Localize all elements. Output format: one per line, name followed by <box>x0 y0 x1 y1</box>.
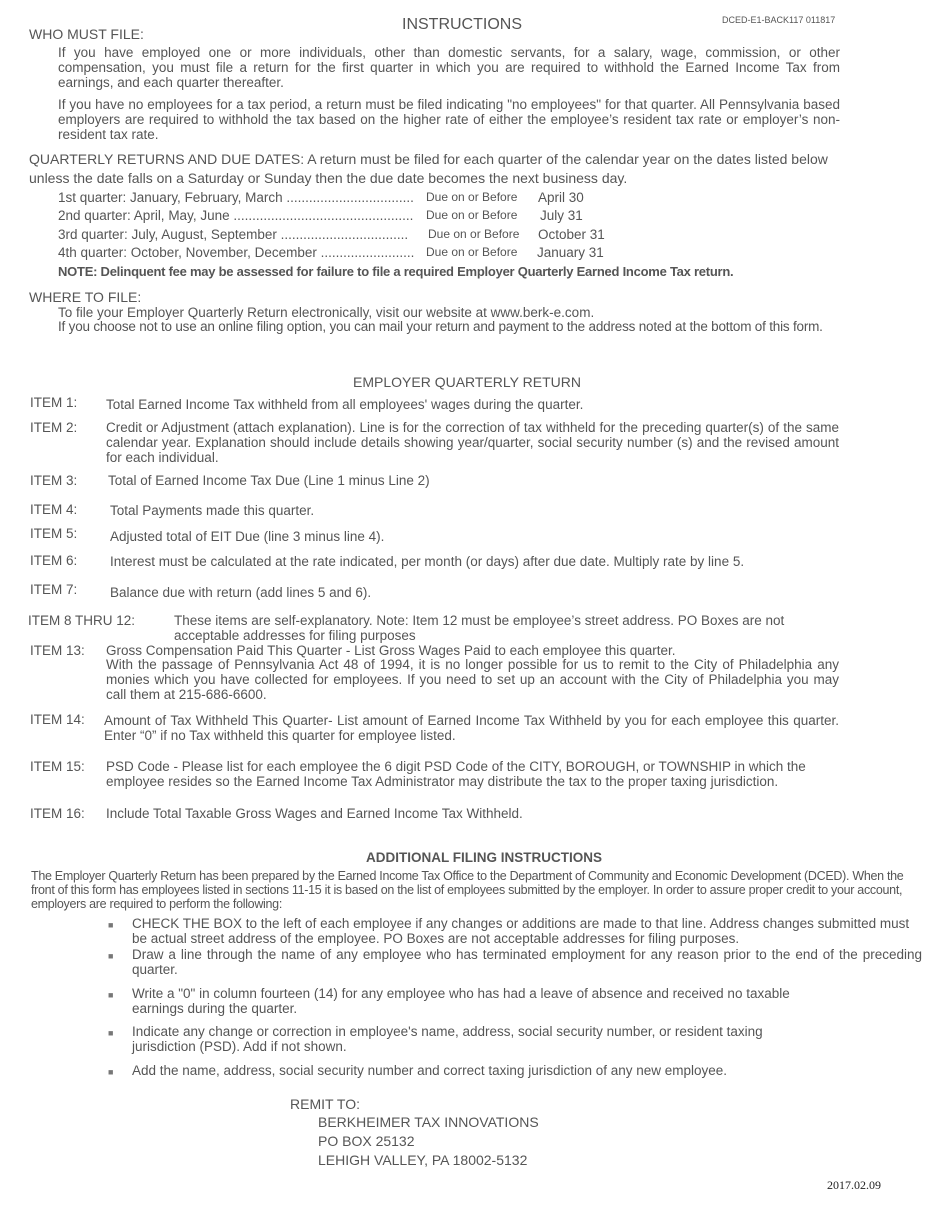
who-must-file-heading: WHO MUST FILE: <box>29 26 144 42</box>
item-1-text: Total Earned Income Tax withheld from all employees' wages during the quarter. <box>106 397 584 412</box>
form-code: DCED-E1-BACK117 011817 <box>722 15 836 25</box>
item-5-text: Adjusted total of EIT Due (line 3 minus line 4). <box>110 529 385 544</box>
item-6-text: Interest must be calculated at the rate indicated, per month (or days) after due date. Multiply rate by line 5. <box>110 554 745 569</box>
due-row-date: April 30 <box>538 190 584 205</box>
due-row-date: January 31 <box>537 245 604 260</box>
remit-line-1: BERKHEIMER TAX INNOVATIONS <box>318 1114 539 1130</box>
item-16-label: ITEM 16: <box>30 806 85 821</box>
where-to-file-line2: If you choose not to use an online filing option, you can mail your return and payment to the address noted at the bottom of this form. <box>58 319 823 334</box>
item-1-label: ITEM 1: <box>30 395 78 410</box>
item-15-label: ITEM 15: <box>30 759 85 774</box>
additional-title: ADDITIONAL FILING INSTRUCTIONS <box>366 850 602 865</box>
item-2-label: ITEM 2: <box>30 420 78 435</box>
item-4-label: ITEM 4: <box>30 502 78 517</box>
item-3-text: Total of Earned Income Tax Due (Line 1 minus Line 2) <box>108 473 430 488</box>
remit-heading: REMIT TO: <box>290 1096 361 1112</box>
item-13-text2: With the passage of Pennsylvania Act 48 of 1994, it is no longer possible for us to remit to the City of Philadelphia any monies which you have collected for employees. If you need to set up an account with the City of Philadelphia you may call them at 215-686-6600. <box>106 657 839 702</box>
footer-date: 2017.02.09 <box>827 1178 881 1192</box>
item-7-label: ITEM 7: <box>30 582 78 597</box>
bullet-item-4: Indicate any change or correction in employee's name, address, social security number, or resident taxing jurisdiction (PSD). Add if not shown. <box>132 1024 763 1054</box>
item-14-text: Amount of Tax Withheld This Quarter- List amount of Earned Income Tax Withheld by you for each employee this quarter. Enter “0” if no Tax withheld this quarter for employee listed. <box>104 713 839 743</box>
item-15-text: PSD Code - Please list for each employee the 6 digit PSD Code of the CITY, BOROUGH, or TOWNSHIP in which the employee resides so the Earned Income Tax Administrator may distribute the tax to the proper taxing jurisdiction. <box>106 759 806 789</box>
item-13-text: Gross Compensation Paid This Quarter - List Gross Wages Paid to each employee this quarter. <box>106 643 676 658</box>
due-row-label: 1st quarter: January, February, March .................................. <box>58 190 414 205</box>
delinquent-note: NOTE: Delinquent fee may be assessed for failure to file a required Employer Quarterly Earned Income Tax return. <box>58 264 734 279</box>
item-8-12-label: ITEM 8 THRU 12: <box>28 613 136 628</box>
item-6-label: ITEM 6: <box>30 553 78 568</box>
due-row-due: Due on or Before <box>426 245 518 259</box>
bullet-item-2: Draw a line through the name of any employee who has terminated employment for any reason prior to the end of the preceding quarter. <box>132 947 922 977</box>
item-2-text: Credit or Adjustment (attach explanation). Line is for the correction of tax withheld for the preceding quarter(s) of the same calendar year. Explanation should include details showing year/quarter, social security number (s) and the revised amount for each individual. <box>106 420 839 465</box>
return-section-title: EMPLOYER QUARTERLY RETURN <box>353 374 581 390</box>
item-4-text: Total Payments made this quarter. <box>110 503 315 518</box>
due-row-label: 2nd quarter: April, May, June ................................................ <box>58 208 414 223</box>
item-5-label: ITEM 5: <box>30 526 78 541</box>
remit-line-2: PO BOX 25132 <box>318 1133 415 1149</box>
remit-line-3: LEHIGH VALLEY, PA 18002-5132 <box>318 1152 528 1168</box>
item-8-12-text: These items are self-explanatory. Note: Item 12 must be employee’s street address. PO Boxes are not acceptable addresses for filing purposes <box>174 613 785 643</box>
bullet-item-3: Write a "0" in column fourteen (14) for any employee who has had a leave of absence and received no taxable earnings during the quarter. <box>132 986 790 1016</box>
additional-intro: The Employer Quarterly Return has been prepared by the Earned Income Tax Office to the Department of Community and Economic Development (DCED). When the front of this form has employees listed in sections 11-15 it is based on the list of employees submitted by the employer. In order to assure proper credit to your account, employers are required to perform the following: <box>31 869 904 911</box>
bullet-icon: ■ <box>108 951 114 961</box>
bullet-icon: ■ <box>108 920 114 930</box>
due-row-due: Due on or Before <box>426 208 518 222</box>
item-13-label: ITEM 13: <box>30 643 85 658</box>
page-title: INSTRUCTIONS <box>402 16 522 33</box>
due-row-due: Due on or Before <box>426 190 518 204</box>
item-14-label: ITEM 14: <box>30 712 85 727</box>
due-row-date: July 31 <box>540 208 583 223</box>
due-row-label: 3rd quarter: July, August, September .................................. <box>58 227 409 242</box>
due-row-label: 4th quarter: October, November, December ......................... <box>58 245 415 260</box>
where-to-file-line1: To file your Employer Quarterly Return electronically, visit our website at www.berk-e.com. <box>58 305 595 320</box>
who-must-file-para2: If you have no employees for a tax period, a return must be filed indicating "no employees" for that quarter. All Pennsylvania based employers are required to withhold the tax based on the higher rate of either the employee’s resident tax rate or employer’s non-resident tax rate. <box>58 97 840 142</box>
item-3-label: ITEM 3: <box>30 473 78 488</box>
due-row-date: October 31 <box>538 227 605 242</box>
where-to-file-heading: WHERE TO FILE: <box>29 289 142 305</box>
bullet-item-1: CHECK THE BOX to the left of each employee if any changes or additions are made to that line. Address changes submitted must be actual street address of the employee. PO Boxes are not acceptable addresses for filing purposes. <box>132 916 910 946</box>
bullet-icon: ■ <box>108 990 114 1000</box>
quarterly-intro: QUARTERLY RETURNS AND DUE DATES: A return must be filed for each quarter of the calendar year on the dates listed below unless the date falls on a Saturday or Sunday then the due date becomes the next business day. <box>29 151 828 186</box>
item-7-text: Balance due with return (add lines 5 and 6). <box>110 585 372 600</box>
bullet-icon: ■ <box>108 1067 114 1077</box>
bullet-icon: ■ <box>108 1028 114 1038</box>
due-row-due: Due on or Before <box>428 227 520 241</box>
bullet-item-5: Add the name, address, social security number and correct taxing jurisdiction of any new employee. <box>132 1063 728 1078</box>
who-must-file-para1: If you have employed one or more individuals, other than domestic servants, for a salary, wage, commission, or other compensation, you must file a return for the first quarter in which you are required to withhold the Earned Income Tax from earnings, and each quarter thereafter. <box>58 45 840 90</box>
item-16-text: Include Total Taxable Gross Wages and Earned Income Tax Withheld. <box>106 806 523 821</box>
